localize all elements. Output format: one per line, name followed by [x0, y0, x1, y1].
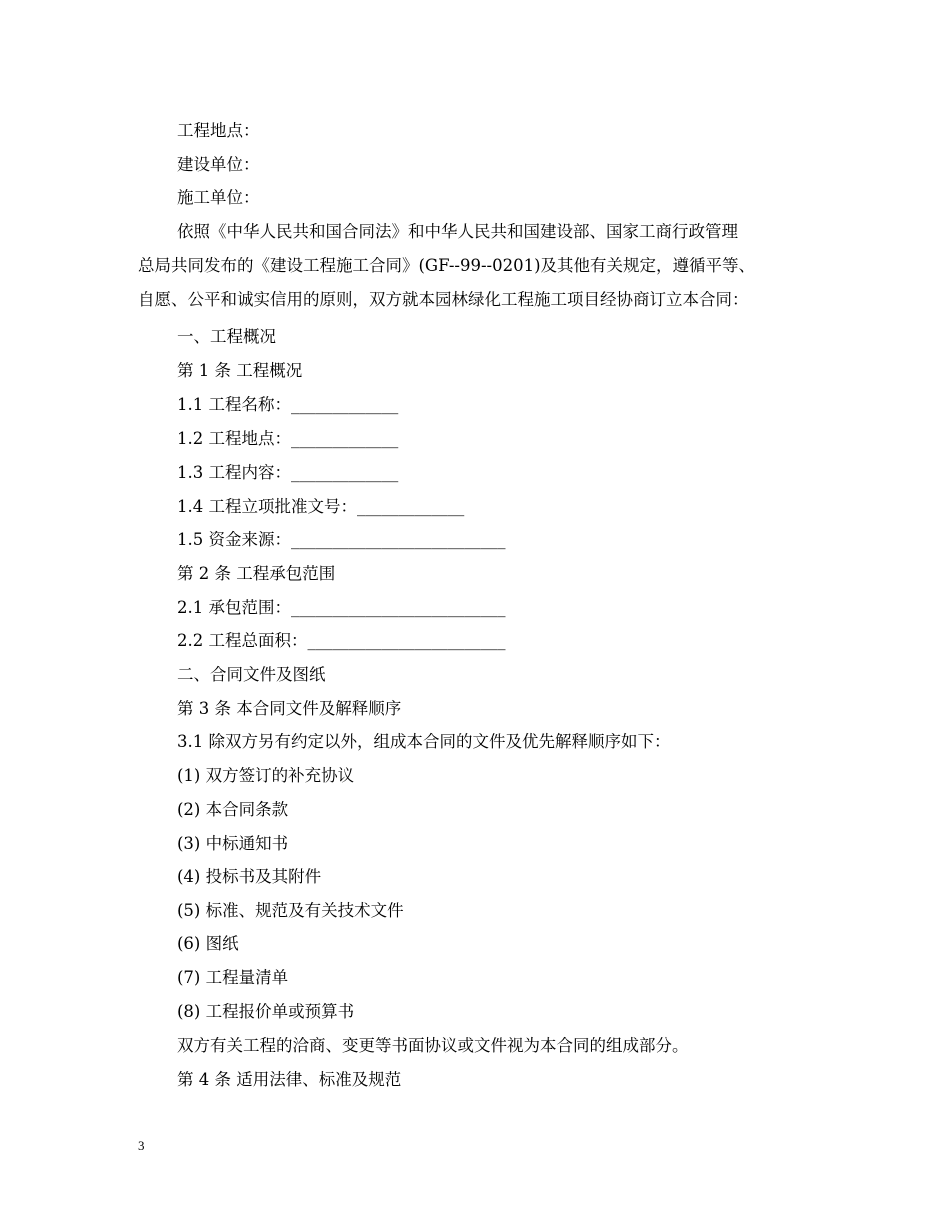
article-3-list-item: (8) 工程报价单或预算书 [177, 1002, 355, 1021]
article-3-intro: 3.1 除双方另有约定以外，组成本合同的文件及优先解释顺序如下： [177, 732, 671, 751]
article-1-item-project-location: 1.2 工程地点：_____________ [177, 429, 399, 448]
article-3-list-item: (1) 双方签订的补充协议 [177, 766, 355, 785]
article-2-heading: 第 2 条 工程承包范围 [177, 564, 336, 583]
article-3-list-item: (5) 标准、规范及有关技术文件 [177, 901, 404, 920]
article-3-list-item: (6) 图纸 [177, 934, 239, 953]
article-2-item-total-area: 2.2 工程总面积：________________________ [177, 631, 506, 650]
intro-paragraph-line-3: 自愿、公平和诚实信用的原则，双方就本园林绿化工程施工项目经协商订立本合同： [138, 290, 749, 309]
article-3-heading: 第 3 条 本合同文件及解释顺序 [177, 699, 402, 718]
intro-paragraph-line-1: 依照《中华人民共和国合同法》和中华人民共和国建设部、国家工商行政管理 [177, 222, 738, 241]
section-heading-project-overview: 一、工程概况 [177, 327, 276, 346]
header-field-owner: 建设单位： [177, 155, 260, 174]
header-field-contractor: 施工单位： [177, 188, 260, 207]
article-1-item-fund-source: 1.5 资金来源：__________________________ [177, 530, 506, 549]
article-2-item-scope: 2.1 承包范围：__________________________ [177, 598, 506, 617]
article-3-list-item: (7) 工程量清单 [177, 968, 289, 987]
article-3-note: 双方有关工程的洽商、变更等书面协议或文件视为本合同的组成部分。 [177, 1036, 689, 1055]
article-3-list-item: (3) 中标通知书 [177, 834, 289, 853]
article-1-item-project-content: 1.3 工程内容：_____________ [177, 463, 399, 482]
page-number: 3 [138, 1138, 145, 1153]
header-field-project-location: 工程地点： [177, 121, 260, 140]
article-4-heading: 第 4 条 适用法律、标准及规范 [177, 1070, 402, 1089]
article-1-item-approval-number: 1.4 工程立项批准文号：_____________ [177, 497, 465, 516]
section-heading-contract-documents: 二、合同文件及图纸 [177, 665, 326, 684]
article-3-list-item: (2) 本合同条款 [177, 800, 289, 819]
article-1-item-project-name: 1.1 工程名称：_____________ [177, 395, 399, 414]
article-3-list-item: (4) 投标书及其附件 [177, 867, 322, 886]
intro-paragraph-line-2: 总局共同发布的《建设工程施工合同》(GF--99--0201)及其他有关规定，遵循平等、 [138, 256, 756, 275]
article-1-heading: 第 1 条 工程概况 [177, 361, 303, 380]
